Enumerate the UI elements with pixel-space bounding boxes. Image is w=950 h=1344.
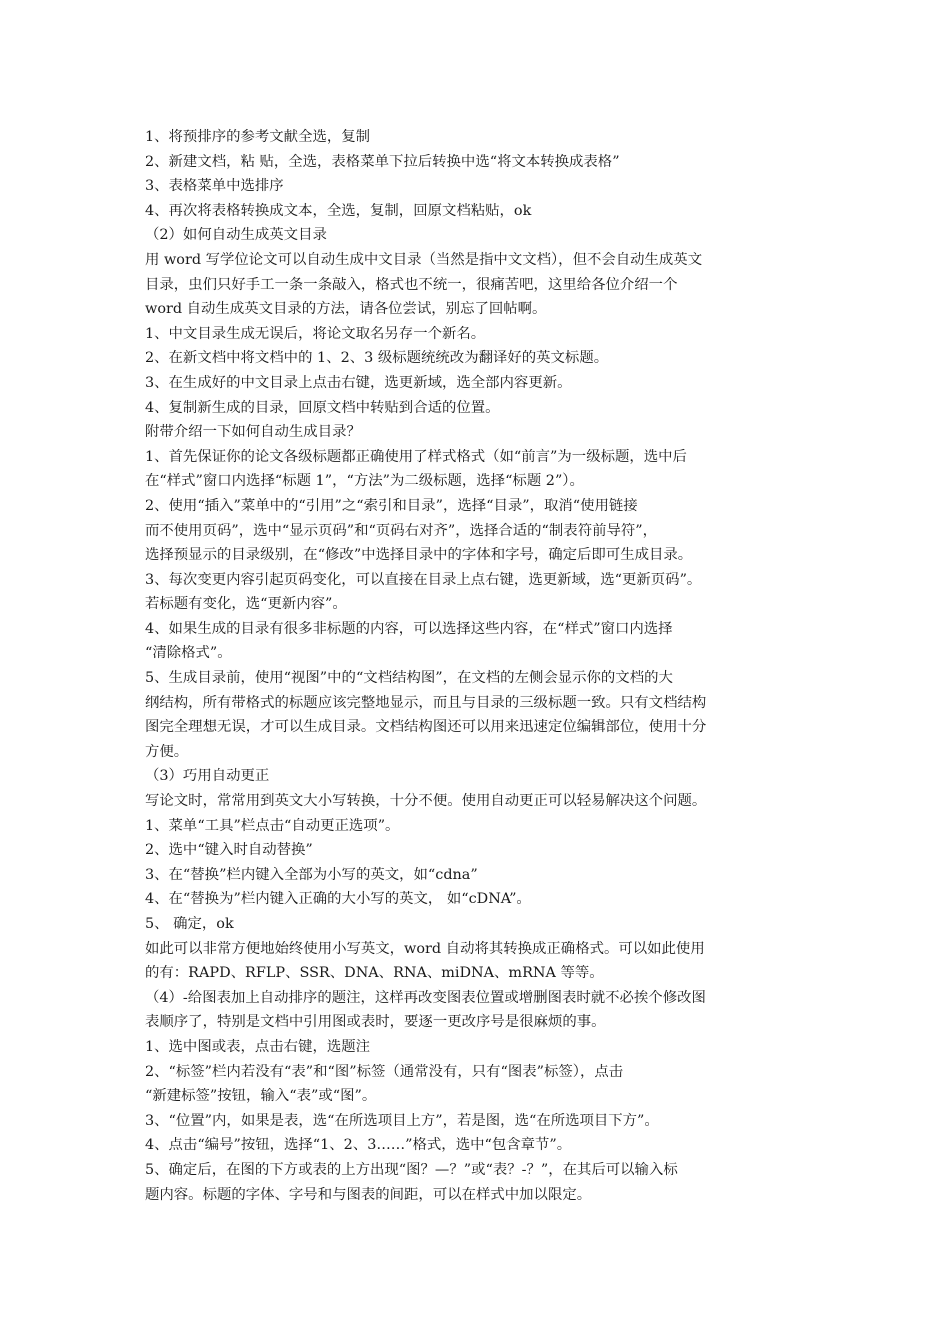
text-line: 3、在“替换”栏内键入全部为小写的英文，如“cdna” <box>145 866 478 883</box>
section-heading: （4）-给图表加上自动排序的题注，这样再改变图表位置或增删图表时就不必挨个修改图 <box>145 989 706 1006</box>
text-line: 选择预显示的目录级别，在“修改”中选择目录中的字体和字号，确定后即可生成目录。 <box>145 547 693 564</box>
text-line: 1、选中图或表，点击右键，选题注 <box>145 1038 371 1055</box>
text-line: 2、在新文档中将文档中的 1、2、3 级标题统统改为翻译好的英文标题。 <box>145 350 609 367</box>
text-line: 若标题有变化，选“更新内容”。 <box>145 596 347 613</box>
text-line: 4、再次将表格转换成文本，全选，复制，回原文档粘贴，ok <box>145 202 532 219</box>
text-line: 目录，虫们只好手工一条一条敲入，格式也不统一，很痛苦吧，这里给各位介绍一个 <box>145 276 678 293</box>
text-line: 2、“标签”栏内若没有“表”和“图”标签（通常没有，只有“图表”标签），点击 <box>145 1063 624 1080</box>
text-line: 3、每次变更内容引起页码变化，可以直接在目录上点右键，选更新域，选“更新页码”。 <box>145 571 702 588</box>
text-line: 5、生成目录前，使用“视图”中的“文档结构图”，在文档的左侧会显示你的文档的大 <box>145 670 673 687</box>
text-line: 3、表格菜单中选排序 <box>145 178 284 195</box>
section-heading: （3）巧用自动更正 <box>145 768 270 785</box>
section-heading: （2）如何自动生成英文目录 <box>145 227 327 244</box>
text-line: 方便。 <box>145 743 189 760</box>
text-line: 4、在“替换为”栏内键入正确的大小写的英文， 如“cDNA”。 <box>145 891 531 908</box>
text-line: 而不使用页码”，选中“显示页码”和“页码右对齐”，选择合适的“制表符前导符”， <box>145 522 658 539</box>
text-line: 题内容。标题的字体、字号和与图表的间距，可以在样式中加以限定。 <box>145 1186 592 1203</box>
document-page <box>145 125 810 1207</box>
text-line: 1、将预排序的参考文献全选，复制 <box>145 129 371 145</box>
text-line: 2、选中“键入时自动替换” <box>145 842 313 859</box>
text-line: “新建标签”按钮，输入“表”或“图”。 <box>145 1088 377 1105</box>
text-line: 图完全理想无误，才可以生成目录。文档结构图还可以用来迅速定位编辑部位，使用十分 <box>145 719 707 736</box>
text-line: 4、如果生成的目录有很多非标题的内容，可以选择这些内容，在“样式”窗口内选择 <box>145 620 673 637</box>
text-line: 1、首先保证你的论文各级标题都正确使用了样式格式（如“前言”为一级标题，选中后 <box>145 448 687 465</box>
text-line: “清除格式”。 <box>145 645 232 662</box>
text-line: 如此可以非常方便地始终使用小写英文，word 自动将其转换成正确格式。可以如此使用 <box>145 940 705 957</box>
text-line: 纲结构，所有带格式的标题应该完整地显示，而且与目录的三级标题一致。只有文档结构 <box>145 694 707 711</box>
text-line: 4、复制新生成的目录，回原文档中转贴到合适的位置。 <box>145 399 500 416</box>
text-line: 的有：RAPD、RFLP、SSR、DNA、RNA、miDNA、mRNA 等等。 <box>145 965 604 982</box>
text-line: 2、新建文档，粘 贴，全选，表格菜单下拉后转换中选“将文本转换成表格” <box>145 153 620 170</box>
text-line: 2、使用“插入”菜单中的“引用”之“索引和目录”，选择“目录”，取消“使用链接 <box>145 497 638 514</box>
text-line: 附带介绍一下如何自动生成目录？ <box>145 424 361 441</box>
text-line: 5、 确定，ok <box>145 916 234 932</box>
text-line: 用 word 写学位论文可以自动生成中文目录（当然是指中文文档），但不会自动生成英文 <box>145 251 703 268</box>
text-line: 1、中文目录生成无误后，将论文取名另存一个新名。 <box>145 325 486 342</box>
text-line: 在“样式”窗口内选择“标题 1”，“方法”为二级标题，选择“标题 2”）。 <box>145 473 584 490</box>
text-line: 5、确定后，在图的下方或表的上方出现“图？—？”或“表？-？”，在其后可以输入标 <box>145 1161 678 1178</box>
text-line: 4、点击“编号”按钮，选择“1、2、3……”格式，选中“包含章节”。 <box>145 1137 572 1154</box>
text-line: 3、在生成好的中文目录上点击右键，选更新域，选全部内容更新。 <box>145 374 572 391</box>
text-line: word 自动生成英文目录的方法，请各位尝试，别忘了回帖啊。 <box>145 301 547 318</box>
text-line: 3、“位置”内，如果是表，选“在所选项目上方”，若是图，选“在所选项目下方”。 <box>145 1112 659 1129</box>
text-line: 表顺序了，特别是文档中引用图或表时，要逐一更改序号是很麻烦的事。 <box>145 1014 606 1031</box>
text-line: 1、菜单“工具”栏点击“自动更正选项”。 <box>145 817 400 834</box>
text-line: 写论文时，常常用到英文大小写转换，十分不便。使用自动更正可以轻易解决这个问题。 <box>145 793 707 810</box>
